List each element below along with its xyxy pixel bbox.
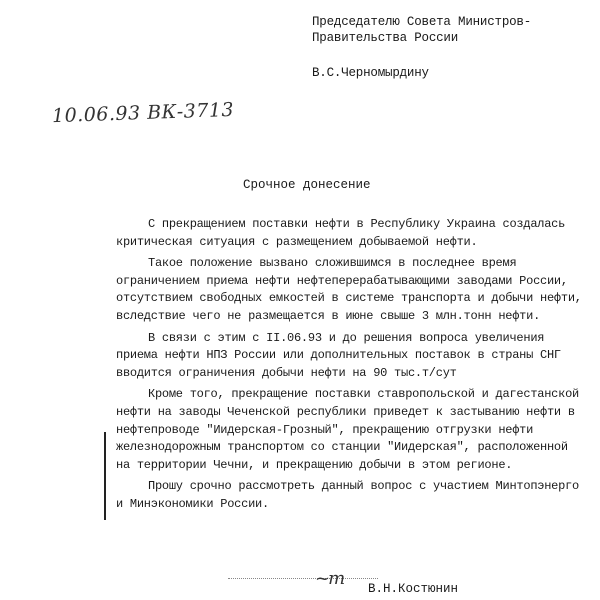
margin-mark (104, 432, 106, 520)
document-title: Срочное донесение (243, 178, 371, 192)
document-body (116, 216, 586, 518)
addressee-line: Правительства России (312, 31, 459, 45)
handwritten-registration-note: 10.06.93 ВК-3713 (51, 98, 235, 128)
paragraph: Такое положение вызвано сложившимся в последнее время ограничением приема нефти нефтеперерабатывающими заводами России, отсутствием свободных емкостей в системе транспорта и добычи нефти, вследствие чего не размещается в июне свыше 3 млн.тонн нефти. (116, 256, 582, 323)
paragraph: В связи с этим с II.06.93 и до решения вопроса увеличения приема нефти НПЗ России или дополнительных поставок в страны СНГ вводится ограничения добычи нефти на 90 тыс.т/сут (116, 330, 561, 380)
paragraph: С прекращением поставки нефти в Республику Украина создалась критическая ситуация с размещением добываемой нефти. (116, 217, 566, 249)
handwritten-signature: ~m (315, 568, 344, 589)
signer-name: В.Н.Костюнин (368, 582, 459, 596)
paragraph: Прошу срочно рассмотреть данный вопрос с участием Минтопэнерго и Минэкономики России. (116, 479, 579, 511)
paragraph: Кроме того, прекращение поставки ставропольской и дагестанской нефти на заводы Чеченской республики приведет к застыванию нефти в нефтепроводе "Иидерская-Грозный", прекращению отгрузки нефти железнодорожным транспортом со станции "Иидерская", расположенной на территории Чечни, и прекращению добычи в этом регионе. (116, 387, 579, 472)
signature-dotted-line (228, 578, 378, 579)
addressee-name: В.С.Черномырдину (312, 66, 429, 80)
addressee-line: Председателю Совета Министров- (312, 15, 532, 29)
addressee-block (312, 14, 531, 46)
